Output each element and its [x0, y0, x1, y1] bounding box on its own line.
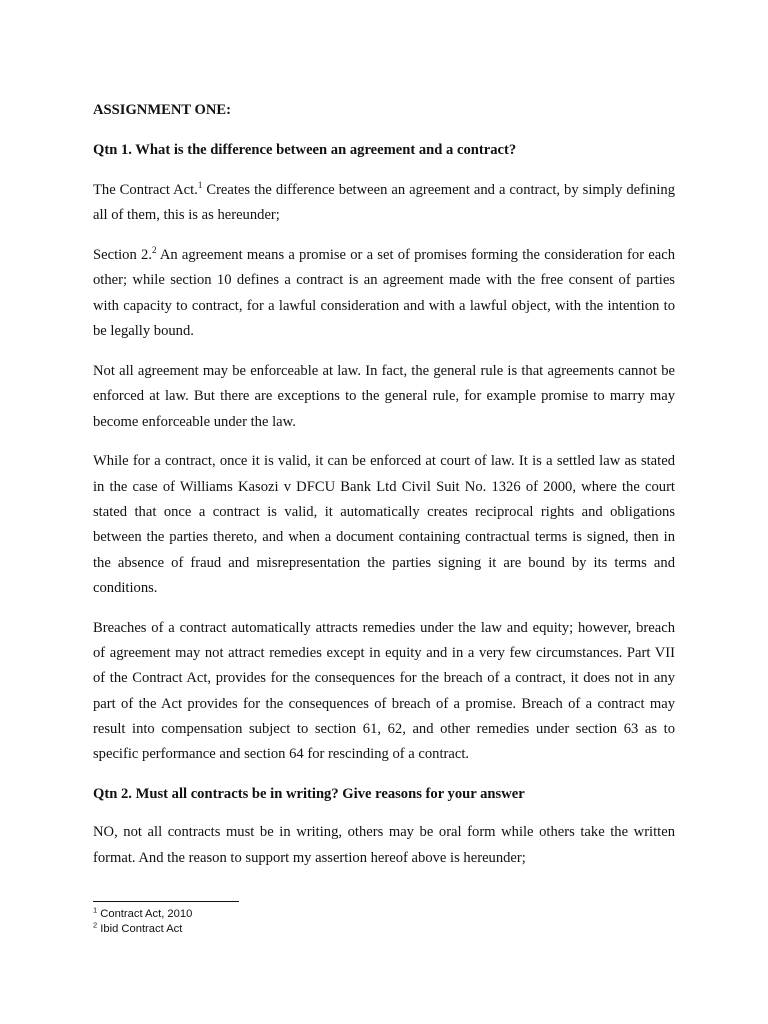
footnote-text: Contract Act, 2010 [97, 908, 193, 920]
footnote-ref-2: 2 [151, 245, 157, 256]
document-body [93, 98, 675, 871]
paragraph-breaches: Breaches of a contract automatically attracts remedies under the law and equity; however, breach of agreement may not attract remedies except in equity and in a very few circumstances. Part VII of the Contract Act, provides for the consequences for the breach of a contract, it does not in any part of the Act provides for the consequences of breach of a promise. Breach of a contract may result into compensation subject to section 61, 62, and other remedies under section 63 as to specific performance and section 64 for rescinding of a contract. [93, 619, 675, 763]
question-2-heading: Qtn 2. Must all contracts be in writing? Give reasons for your answer [93, 786, 525, 803]
paragraph-enforceability: Not all agreement may be enforceable at law. In fact, the general rule is that agreements cannot be enforced at law. But there are exceptions to the general rule, for example promise to marry may become enforceable under the law. [93, 362, 675, 430]
footnote-1 [93, 907, 393, 922]
footnote-text: Ibid Contract Act [97, 923, 183, 935]
footnote-number: 2 [93, 920, 98, 930]
paragraph-text: Creates the difference between an agreement and a contract, by simply defining all of them, this is as hereunder; [93, 182, 676, 224]
footnote-number: 1 [93, 905, 98, 915]
paragraph-text: The Contract Act. [93, 182, 198, 198]
paragraph-text: Section 2. [93, 247, 152, 264]
footnotes [93, 901, 393, 937]
assignment-title: ASSIGNMENT ONE: [93, 102, 231, 118]
footnote-2 [93, 922, 393, 937]
question-1-heading: Qtn 1. What is the difference between an agreement and a contract? [93, 142, 517, 158]
footnote-ref-1: 1 [197, 180, 203, 191]
paragraph-writing: NO, not all contracts must be in writing, others may be oral form while others take the written format. And the reason to support my assertion hereof above is hereunder; [93, 824, 675, 866]
paragraph-contract-act [93, 178, 675, 229]
paragraph-text: An agreement means a promise or a set of promises forming the consideration for each other; while section 10 defines a contract is an agreement made with the free consent of parties with capacity to contract, for a lawful consideration and with a lawful object, with the intention to be legally bound. [93, 247, 675, 340]
paragraph-valid-contract: While for a contract, once it is valid, it can be enforced at court of law. It is a settled law as stated in the case of Williams Kasozi v DFCU Bank Ltd Civil Suit No. 1326 of 2000, where the court stated that once a contract is valid, it automatically creates reciprocal rights and obligations between the parties thereto, and when a document containing contractual terms is signed, then in the absence of fraud and misrepresentation the parties signing it are bound by its terms and conditions. [93, 453, 675, 596]
footnote-divider [93, 901, 239, 902]
paragraph-section-2 [93, 243, 675, 344]
